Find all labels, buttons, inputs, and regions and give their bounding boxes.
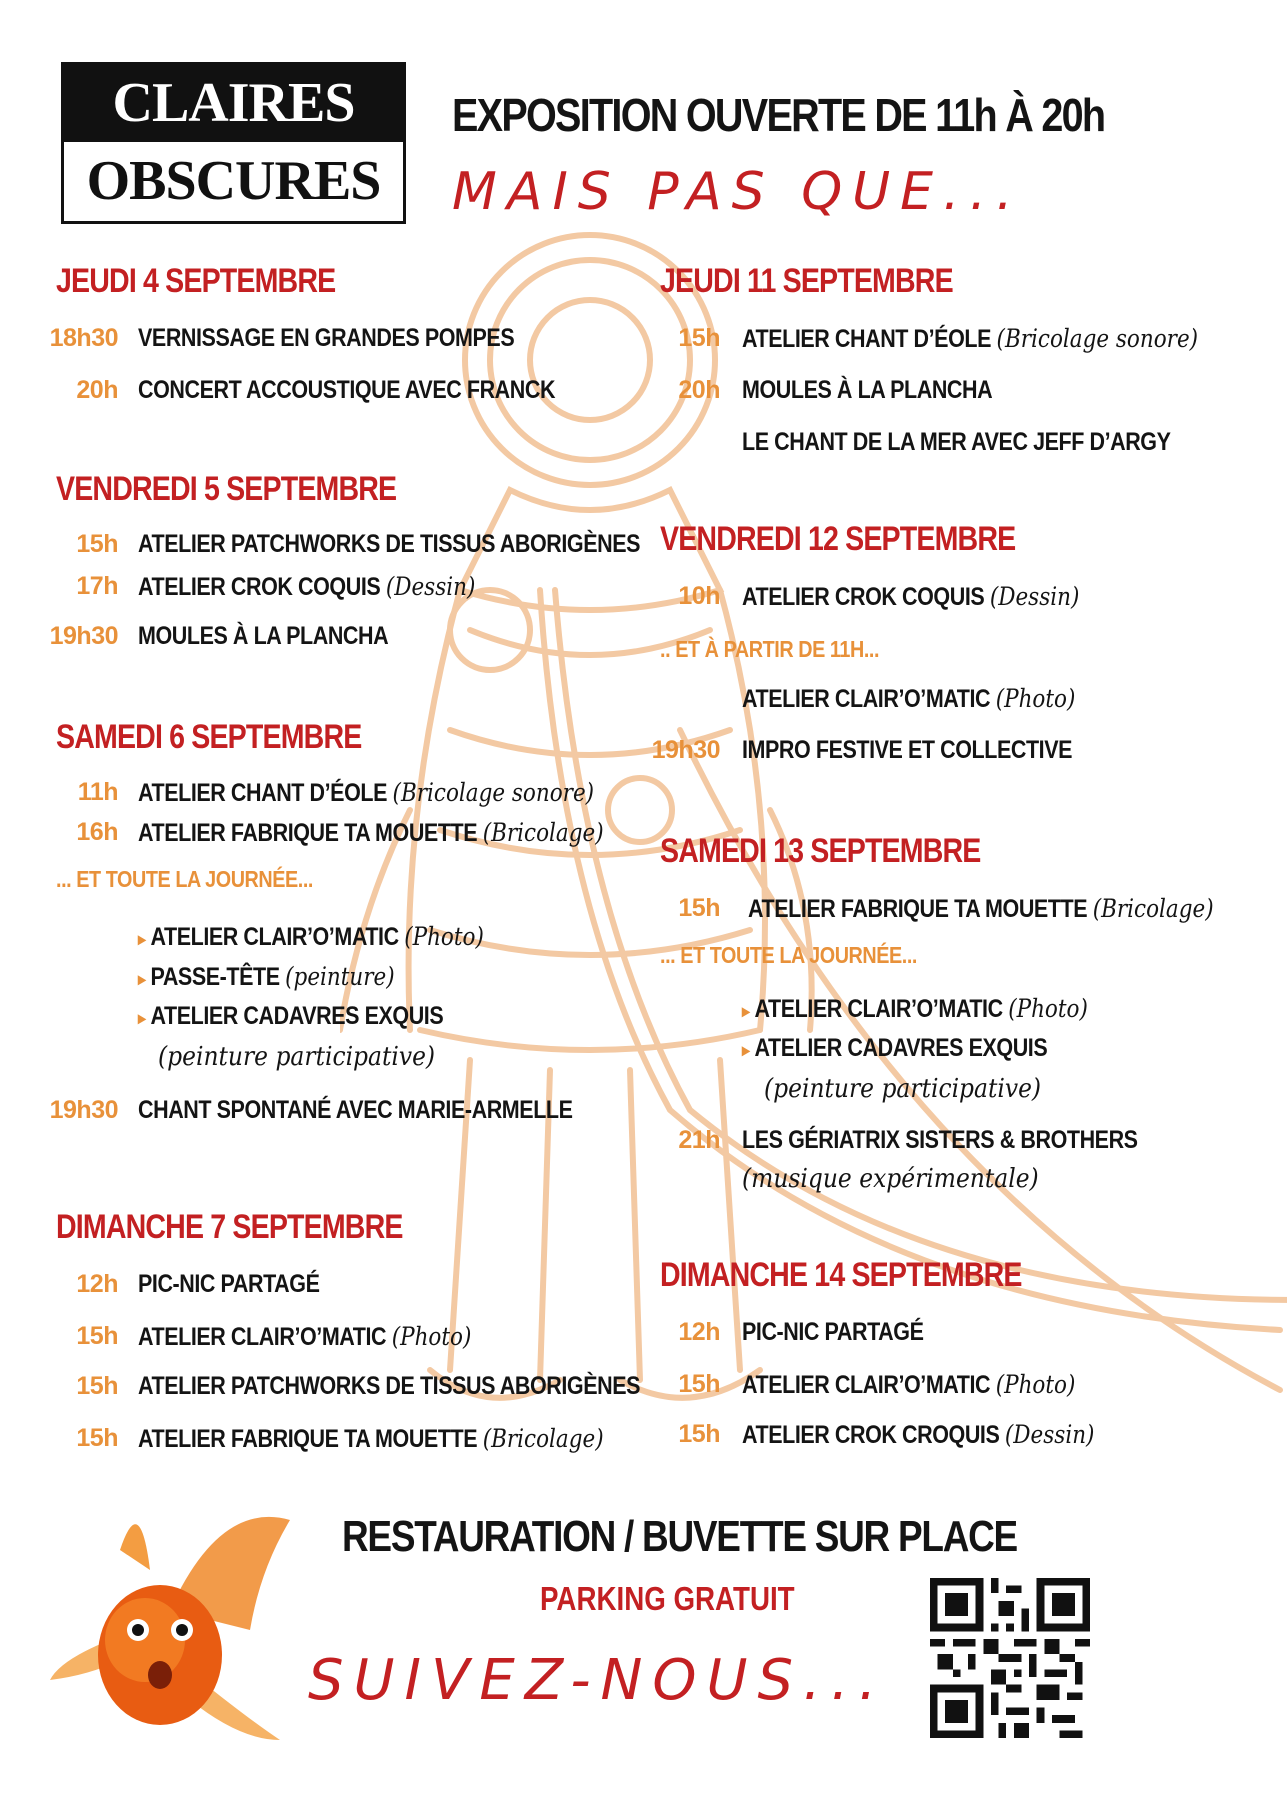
event-category: (Photo) [995,1370,1076,1399]
event-title: ATELIER CHANT D’ÉOLE (Bricolage sonore) [742,324,1199,353]
event-category: (Photo) [995,684,1076,713]
event-time: 11h [77,778,118,806]
day-heading: DIMANCHE 14 SEPTEMBRE [660,1256,1022,1294]
event-title: MOULES À LA PLANCHA [138,622,389,650]
event-time: 15h [76,530,118,558]
event-category: (Photo) [391,1322,472,1351]
bullet-icon: ▸ [742,1001,750,1021]
logo [61,62,406,224]
list-item: ▸ ATELIER CLAIR’O’MATIC (Photo) [138,922,484,951]
event-time: 19h30 [49,1096,118,1124]
list-item: ▸ ATELIER CADAVRES EXQUIS [742,1034,1048,1062]
event-category: (musique expérimentale) [742,1164,1039,1194]
event-title: ATELIER FABRIQUE TA MOUETTE (Bricolage) [138,818,604,847]
event-title: ATELIER CLAIR’O’MATIC (Photo) [742,684,1076,713]
all-day-note: ... ET TOUTE LA JOURNÉE... [56,866,313,892]
event-title: ATELIER CLAIR’O’MATIC (Photo) [138,1322,472,1351]
event-title: ATELIER CROK CROQUIS (Dessin) [742,1420,1095,1449]
event-title: PIC-NIC PARTAGÉ [138,1270,320,1298]
event-category: (peinture participative) [158,1042,436,1072]
event-title: ATELIER CHANT D’ÉOLE (Bricolage sonore) [138,778,595,807]
event-category: (Photo) [404,922,484,951]
day-heading: JEUDI 4 SEPTEMBRE [56,262,336,300]
event-category: (peinture) [285,962,395,991]
bullet-icon: ▸ [742,1040,750,1060]
event-time: 16h [76,818,118,846]
event-time: 19h30 [651,736,720,764]
list-item: ▸ ATELIER CLAIR’O’MATIC (Photo) [742,994,1088,1023]
event-time: 20h [678,376,720,404]
day-heading: SAMEDI 13 SEPTEMBRE [660,832,981,870]
event-category: (Bricolage) [482,818,604,847]
event-time: 15h [76,1322,118,1350]
all-day-note: ... ET TOUTE LA JOURNÉE... [660,942,917,968]
event-title: VERNISSAGE EN GRANDES POMPES [138,324,515,352]
event-title: CONCERT ACCOUSTIQUE AVEC FRANCK [138,376,556,404]
parking-note: PARKING GRATUIT [540,1580,795,1617]
follow-us: SUIVEZ-NOUS... [308,1648,887,1713]
event-title: IMPRO FESTIVE ET COLLECTIVE [742,736,1073,764]
event-title: LE CHANT DE LA MER AVEC JEFF D’ARGY [742,428,1171,456]
event-time: 10h [678,582,720,610]
event-time: 15h [678,1420,720,1448]
event-time: 19h30 [49,622,118,650]
event-title: ATELIER CROK COQUIS (Dessin) [138,572,476,601]
event-category: (Dessin) [1004,1420,1095,1449]
event-time: 15h [678,324,720,352]
subtitle: MAIS PAS QUE... [452,162,1023,222]
event-category: (Photo) [1008,994,1088,1023]
day-heading: SAMEDI 6 SEPTEMBRE [56,718,362,756]
event-category: (Bricolage) [482,1424,604,1453]
event-category: (peinture participative) [764,1074,1042,1104]
event-title: ATELIER CROK COQUIS (Dessin) [742,582,1080,611]
event-title: ATELIER CLAIR’O’MATIC (Photo) [742,1370,1076,1399]
event-category: (Bricolage) [1092,894,1214,923]
day-heading: VENDREDI 12 SEPTEMBRE [660,520,1016,558]
event-title: MOULES À LA PLANCHA [742,376,993,404]
event-time: 20h [76,376,118,404]
day-heading: VENDREDI 5 SEPTEMBRE [56,470,397,508]
goldfish-illustration [50,1490,310,1750]
event-category: (Bricolage sonore) [392,778,595,807]
list-item: ▸ ATELIER CADAVRES EXQUIS [138,1002,444,1030]
event-time: 15h [76,1372,118,1400]
event-time: 15h [678,1370,720,1398]
logo-line-1: CLAIRES [64,65,403,142]
event-time: 12h [76,1270,118,1298]
bullet-icon: ▸ [138,969,146,989]
event-time: 18h30 [49,324,118,352]
event-category: (Bricolage sonore) [996,324,1199,353]
event-category: (Dessin) [989,582,1080,611]
page-title: EXPOSITION OUVERTE DE 11h À 20h [452,89,1105,141]
bullet-icon: ▸ [138,1008,146,1028]
event-time: 21h [678,1126,720,1154]
event-time: 12h [678,1318,720,1346]
event-time: 15h [76,1424,118,1452]
list-item: ▸ PASSE-TÊTE (peinture) [138,962,395,991]
day-heading: JEUDI 11 SEPTEMBRE [660,262,953,300]
restauration-banner: RESTAURATION / BUVETTE SUR PLACE [342,1512,1017,1561]
event-title: PIC-NIC PARTAGÉ [742,1318,924,1346]
qr-code [930,1578,1090,1738]
event-time: 15h [678,894,720,922]
logo-line-2: OBSCURES [86,150,381,212]
event-category: (Dessin) [385,572,476,601]
event-title: ATELIER PATCHWORKS DE TISSUS ABORIGÈNES [138,1372,641,1400]
event-title: ATELIER FABRIQUE TA MOUETTE (Bricolage) [748,894,1214,923]
bullet-icon: ▸ [138,929,146,949]
event-title: CHANT SPONTANÉ AVEC MARIE-ARMELLE [138,1096,573,1124]
event-title: ATELIER FABRIQUE TA MOUETTE (Bricolage) [138,1424,604,1453]
event-title: ATELIER PATCHWORKS DE TISSUS ABORIGÈNES [138,530,641,558]
event-time: 17h [76,572,118,600]
from-note: .. ET À PARTIR DE 11H... [660,636,880,662]
event-title: LES GÉRIATRIX SISTERS & BROTHERS [742,1126,1138,1154]
day-heading: DIMANCHE 7 SEPTEMBRE [56,1208,403,1246]
